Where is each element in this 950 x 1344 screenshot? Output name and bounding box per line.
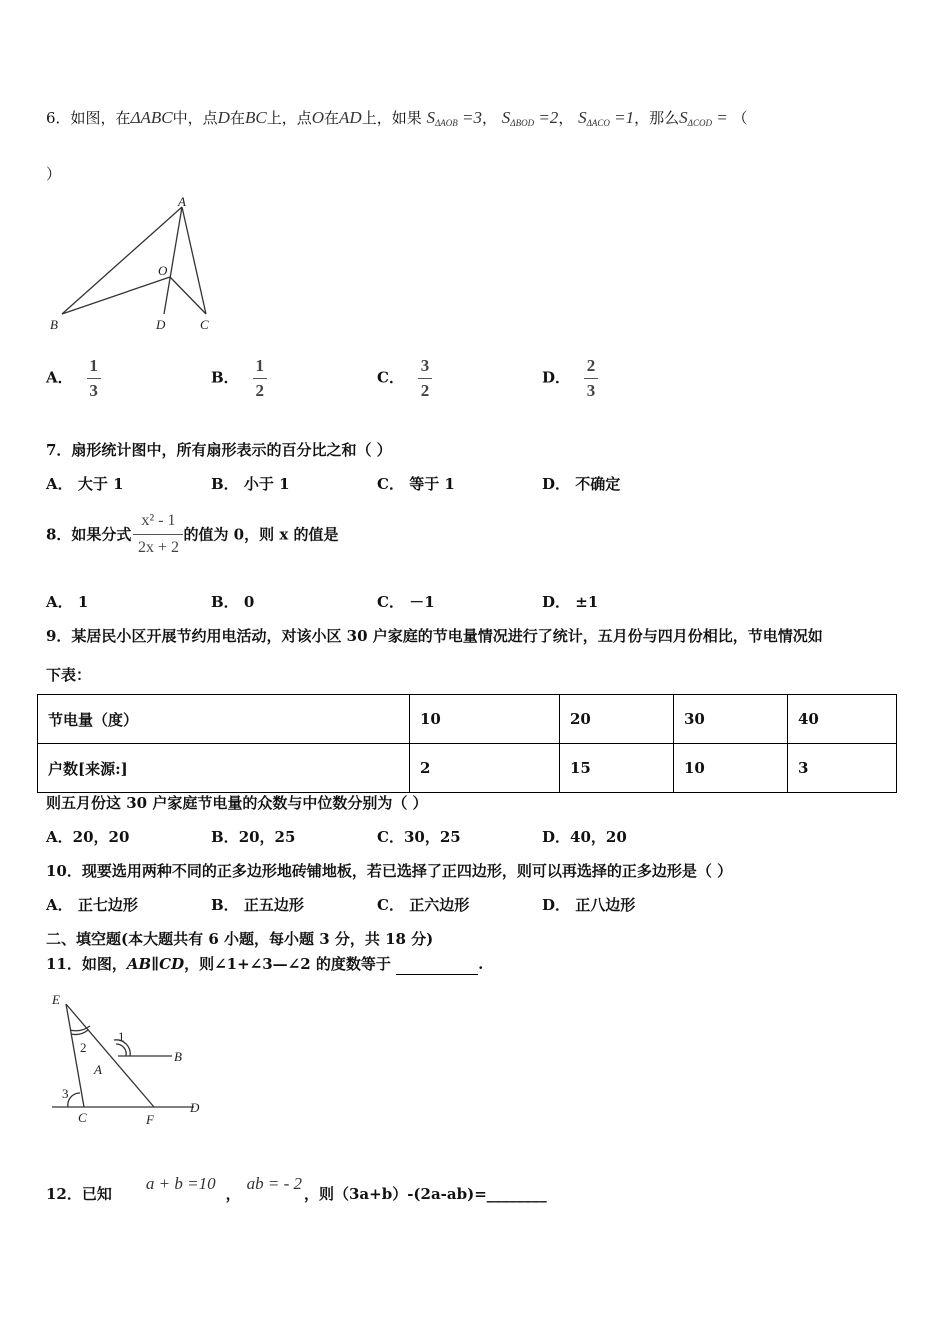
q10-option-c[interactable]: C． 正六边形 xyxy=(377,896,470,914)
q9-question: 则五月份这 30 户家庭节电量的众数与中位数分别为（ ） xyxy=(46,794,428,812)
answer-blank[interactable]: ________ xyxy=(486,1185,547,1203)
label-B: B xyxy=(50,317,58,332)
table-row: 节电量（度） 10 20 30 40 xyxy=(38,695,897,744)
q7-stem: 7．扇形统计图中，所有扇形表示的百分比之和（ ） xyxy=(46,441,392,459)
q8-option-b[interactable]: B． 0 xyxy=(211,593,255,611)
area-bod: $S_{\Delta BOD} =2$ xyxy=(501,108,559,128)
label-1: 1 xyxy=(118,1029,125,1044)
label-D: D xyxy=(190,1100,200,1115)
q7-option-a[interactable]: A． 大于 1 xyxy=(46,475,124,493)
q9-option-a[interactable]: A．20，20 xyxy=(46,828,130,846)
q8-option-c[interactable]: C． －1 xyxy=(377,593,435,611)
q7-option-c[interactable]: C． 等于 1 xyxy=(377,475,455,493)
label-F: F xyxy=(146,1112,154,1127)
area-cod: $S_{\Delta COD}$ = xyxy=(679,108,728,128)
q9-option-c[interactable]: C．30，25 xyxy=(377,828,461,846)
label-B: B xyxy=(174,1049,182,1064)
label-C: C xyxy=(200,317,209,332)
label-O: O xyxy=(158,263,168,278)
q8-option-d[interactable]: D． ±1 xyxy=(542,593,599,611)
fraction: $\frac{\text{x² - 1}}{2x + 2}$ xyxy=(133,510,183,559)
q9-table xyxy=(37,694,897,793)
q9-option-b[interactable]: B．20，25 xyxy=(211,828,296,846)
area-aob: $S_{\Delta AOB} =3$ xyxy=(426,108,482,128)
q6-option-b[interactable]: B． $\frac{1}{2}$ xyxy=(211,356,267,401)
q7-option-b[interactable]: B． 小于 1 xyxy=(211,475,290,493)
label-3: 3 xyxy=(62,1086,69,1101)
equation-sum: a + b =10 xyxy=(145,1174,216,1193)
label-D: D xyxy=(156,317,166,332)
label-2: 2 xyxy=(80,1040,87,1055)
label-A: A xyxy=(178,194,186,209)
q9-stem-line2: 下表： xyxy=(46,666,92,684)
q7-option-d[interactable]: D． 不确定 xyxy=(542,475,621,493)
answer-blank[interactable] xyxy=(396,954,478,975)
label-A: A xyxy=(94,1062,102,1077)
math-triangle-abc: ΔABC xyxy=(130,108,173,127)
q10-option-a[interactable]: A． 正七边形 xyxy=(46,896,138,914)
q6-stem: 6．如图，在ΔABC中，点D在BC上，点O在AD上，如果 $S_{\Delta AOB} =3$， $S_{\Delta BOD} =2$， $S_{\Delta ACO} =1$，那么$S_{\Delta COD}$ = （ xyxy=(46,108,748,128)
section-heading: 二、填空题(本大题共有 6 小题，每小题 3 分，共 18 分) xyxy=(46,930,434,948)
q6-triangle-figure xyxy=(44,192,224,337)
equation-product: ab = - 2 xyxy=(246,1174,302,1193)
q10-option-b[interactable]: B． 正五边形 xyxy=(211,896,304,914)
table-row: 户数[来源:] 2 15 10 3 xyxy=(38,744,897,793)
q11-parallel-lines-figure xyxy=(44,990,214,1130)
q6-close-paren: ） xyxy=(46,165,62,183)
label-C: C xyxy=(78,1110,87,1125)
q10-stem: 10．现要选用两种不同的正多边形地砖铺地板，若已选择了正四边形，则可以再选择的正多边形是（ ） xyxy=(46,862,733,880)
q9-stem-line1: 9．某居民小区开展节约用电活动，对该小区 30 户家庭的节电量情况进行了统计，五月份与四月份相比，节电情况如 xyxy=(46,627,823,645)
label-E: E xyxy=(52,992,60,1007)
q9-option-d[interactable]: D．40，20 xyxy=(542,828,627,846)
q6-option-a[interactable]: A． $\frac{1}{3}$ xyxy=(46,356,101,401)
q8-option-a[interactable]: A． 1 xyxy=(46,593,89,611)
q10-option-d[interactable]: D． 正八边形 xyxy=(542,896,636,914)
q11-stem: 11．如图，AB∥CD，则∠1+∠3—∠2 的度数等于 . xyxy=(46,955,484,973)
q8-stem: 8．如果分式 $\frac{\text{x² - 1}}{2x + 2}$ 的值为 0，则 x 的值是 xyxy=(46,510,339,559)
q6-option-d[interactable]: D． $\frac{2}{3}$ xyxy=(542,356,598,401)
area-aco: $S_{\Delta ACO} =1$ xyxy=(578,108,635,128)
q6-option-c[interactable]: C． $\frac{3}{2}$ xyxy=(377,356,432,401)
q12-stem: 12．已知a + b =10，ab = - 2，则（3a+b）-(2a-ab)=________ xyxy=(46,1174,547,1203)
